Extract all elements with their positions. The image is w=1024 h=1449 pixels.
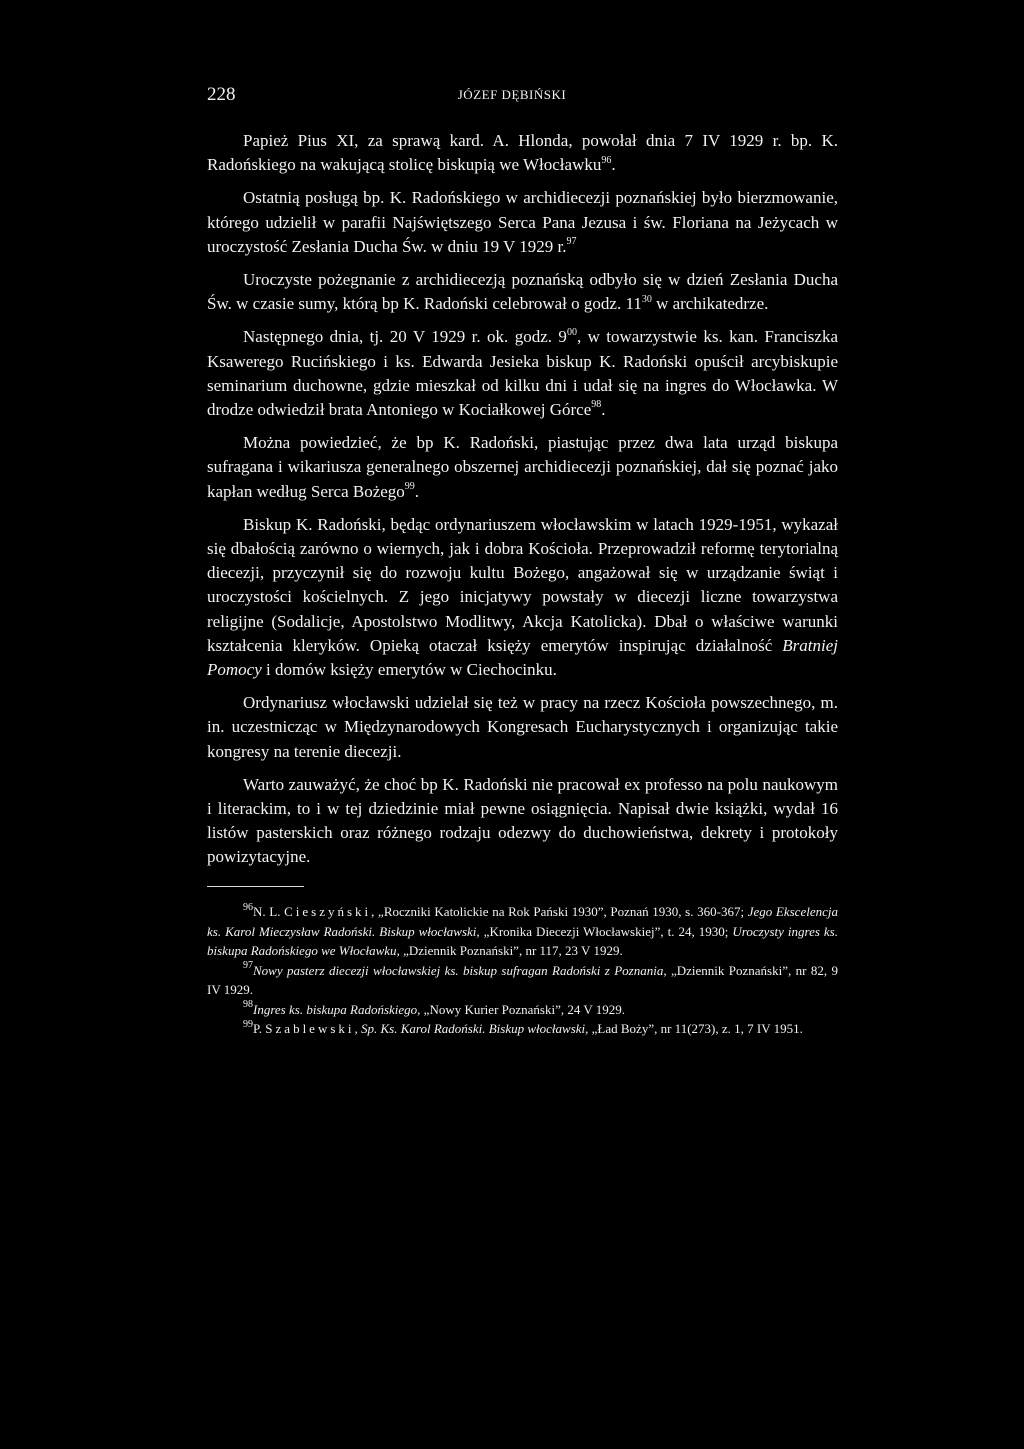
italic-title: Sp. Ks. Karol Radoński. Biskup włocławski	[361, 1021, 586, 1036]
paragraph-6	[207, 513, 838, 682]
footnote-text: , „Nowy Kurier Poznański”, 24 V 1929.	[417, 1001, 626, 1017]
punctuation: .	[611, 155, 616, 175]
author-initials: N. L.	[253, 904, 285, 919]
paragraph-text: Ostatnią posługą bp. K. Radońskiego w archidiecezji poznańskiej było bierzmowanie, którego udzielił w parafii Najświętszego Serca Pana Jezusa i św. Floriana na Jeżycach w uroczystość Zesłania Ducha Św. w dniu 19 V 1929 r.	[207, 188, 838, 256]
running-head: JÓZEF DĘBIŃSKI	[457, 87, 567, 102]
page-header	[207, 84, 817, 108]
footnote-text: , „Roczniki Katolickie na Rok Pański 1930”, Poznań 1930, s. 360-367;	[371, 904, 748, 919]
footnote-99	[207, 1019, 838, 1039]
paragraph-text: Następnego dnia, tj. 20 V 1929 r. ok. godz. 9	[243, 327, 567, 347]
time-minutes: 30	[641, 293, 652, 305]
paragraph-7: Ordynariusz włocławski udzielał się też w pracy na rzecz Kościoła powszechnego, m. in. uczestnicząc w Międzynarodowych Kongresach Eucharystycznych i organizując takie kongresy na terenie diecezji.	[207, 693, 838, 761]
paragraph-8: Warto zauważyć, że choć bp K. Radoński nie pracował ex professo na polu naukowym i literackim, to i w tej dziedzinie miał pewne osiągnięcia. Napisał dwie książki, wydał 16 listów pasterskich oraz różnego rodzaju odezwy do duchowieństwa, dekrety i protokoły powizytacyjne.	[207, 774, 838, 867]
footnote-number: 99	[243, 1018, 253, 1030]
paragraph-1	[207, 129, 838, 177]
footnote-text: , „Kronika Diecezji Włocławskiej”, t. 24, 1930;	[476, 923, 733, 939]
footnote-separator	[207, 886, 304, 887]
page-number: 228	[207, 84, 236, 105]
footnote-96	[207, 902, 838, 961]
italic-title: Nowy pasterz diecezji włocławskiej ks. biskup sufragan Radoński z Poznania	[253, 962, 664, 978]
author-name: Cieszyński	[284, 904, 372, 919]
italic-title: Ingres ks. biskupa Radońskiego	[253, 1001, 418, 1017]
footnote-number: 96	[243, 901, 253, 913]
paragraph-text: Papież Pius XI, za sprawą kard. A. Hlonda, powołał dnia 7 IV 1929 r. bp. K. Radońskiego na wakującą stolicę biskupią we Włocławku	[207, 131, 838, 175]
punctuation: .	[601, 400, 606, 420]
paragraph-4	[207, 325, 838, 422]
paragraph-text: , w towarzystwie ks. kan. Franciszka Ksawerego Rucińskiego i ks. Edwarda Jesieka biskup K. Radoński opuścił arcybiskupie seminarium duchowne, gdzie mieszkał od kilku dni i udał się na ingres do Włocławka. W drodze odwiedził brata Antoniego w Kociałkowej Górce	[207, 327, 838, 420]
paragraph-text: i domów księży emerytów w Ciechocinku.	[261, 660, 557, 680]
footnote-98	[207, 1000, 838, 1020]
italic-title: Jego Ekscelencja ks. Karol Mieczysław Radoński. Biskup włocławski	[207, 904, 838, 939]
paragraph-text: w archikatedrze.	[651, 294, 769, 314]
footnote-text: , „Dziennik Poznański”, nr 117, 23 V 1929.	[396, 943, 623, 958]
paragraph-text: Biskup K. Radoński, będąc ordynariuszem włocławskim w latach 1929-1951, wykazał się dbałością zarówno o wiernych, jak i dobra Kościoła. Przeprowadził reformę terytorialną diecezji, przyczynił się do rozwoju kultu Bożego, angażował się w urządzanie świąt i uroczystości kościelnych. Z jego inicjatywy powstały w diecezji liczne towarzystwa religijne (Sodalicje, Apostolstwo Modlitwy, Akcja Katolicka). Dbał o właściwe warunki kształcenia kleryków. Opieką otaczał księży emerytów inspirując działalność	[207, 514, 838, 655]
italic-title: Uroczysty ingres ks. biskupa Radońskiego we Włocławku	[207, 923, 838, 958]
paragraph-5	[207, 431, 838, 504]
author-name: Szablewski	[265, 1021, 355, 1036]
footnote-number: 97	[243, 960, 253, 972]
footnotes	[207, 902, 838, 1039]
paragraph-text: Uroczyste pożegnanie z archidiecezją poznańską odbyło się w dzień Zesłania Ducha Św. w czasie sumy, którą bp K. Radoński celebrował o godz. 11	[207, 270, 838, 314]
paragraph-3	[207, 268, 838, 316]
italic-title: Bratniej Pomocy	[207, 635, 838, 680]
paragraph-2	[207, 186, 838, 259]
main-text	[207, 129, 838, 879]
punctuation: .	[414, 481, 420, 501]
footnote-ref-97: 97	[566, 236, 577, 248]
author-initials: P.	[253, 1021, 266, 1036]
time-minutes: 00	[566, 326, 577, 338]
footnote-text: ,	[354, 1021, 362, 1036]
footnote-text: , „Dziennik Poznański”, nr 82, 9 IV 1929.	[207, 962, 838, 997]
footnote-ref-96: 96	[601, 154, 612, 166]
footnote-97	[207, 961, 838, 1000]
paragraph-text: Można powiedzieć, że bp K. Radoński, piastując przez dwa lata urząd biskupa sufragana i wikariusza generalnego obszernej archidiecezji poznańskiej, dał się poznać jako kapłan według Serca Bożego	[207, 433, 838, 501]
footnote-ref-98: 98	[591, 399, 602, 411]
footnote-number: 98	[243, 999, 253, 1011]
footnote-text: , „Ład Boży”, nr 11(273), z. 1, 7 IV 1951.	[585, 1021, 803, 1036]
footnote-ref-99: 99	[404, 480, 415, 492]
